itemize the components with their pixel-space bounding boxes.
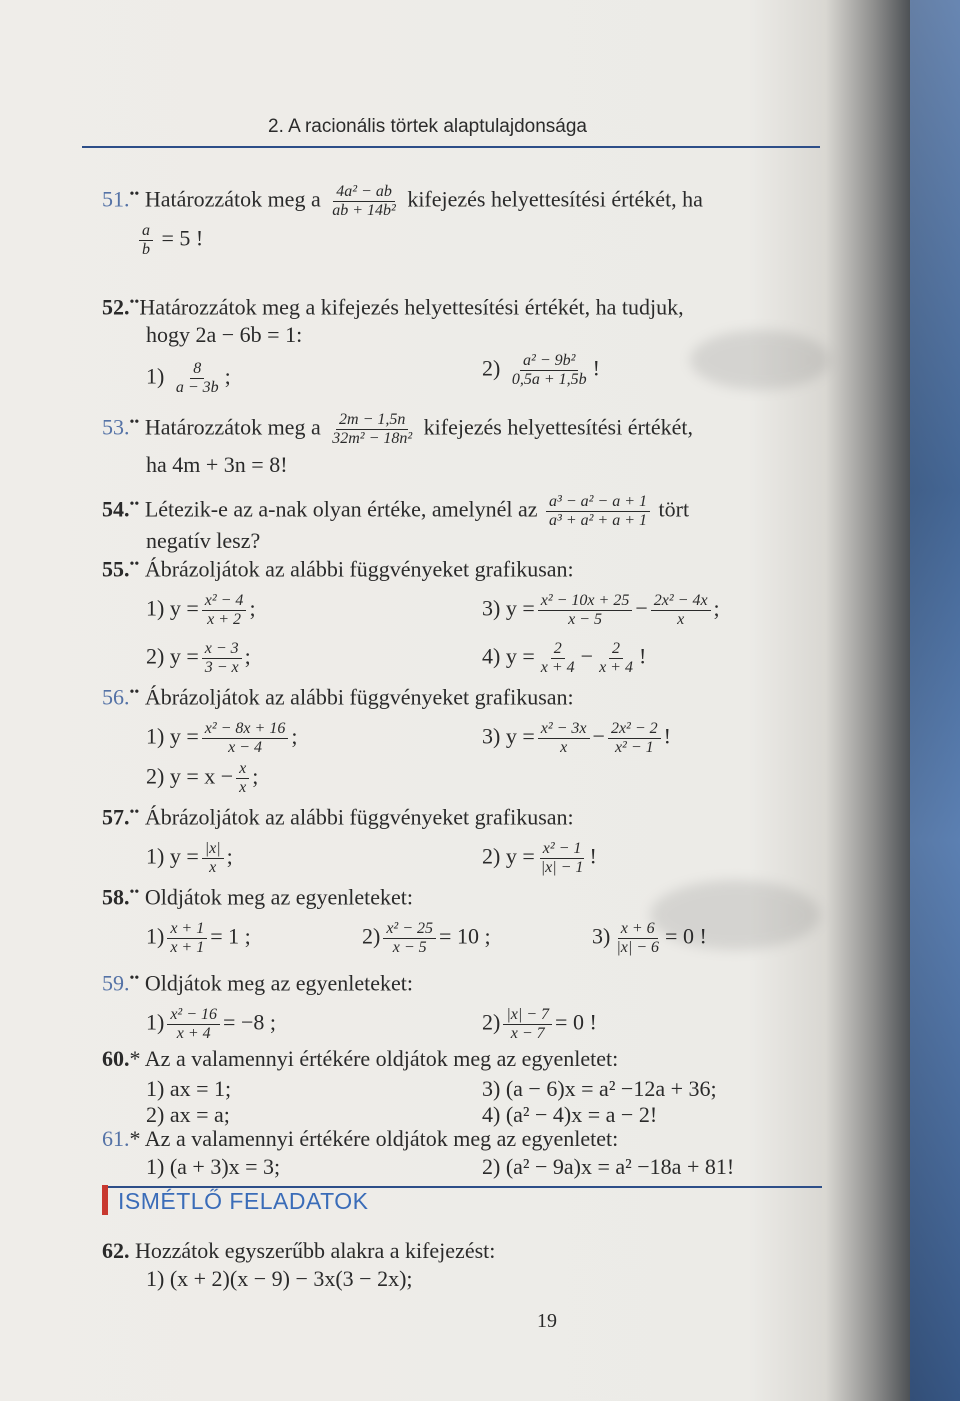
fraction: $\frac{x + 1}{x + 1}$ — [167, 920, 207, 957]
item-tail: ; — [224, 363, 231, 389]
exercise-59-item-2: 2) $\frac{|x| - 7}{x - 7}$ = 0 ! — [482, 1006, 597, 1042]
difficulty-mark: •• — [129, 557, 140, 572]
exercise-51-condition — [136, 222, 203, 259]
exercise-number: 53. — [102, 414, 130, 440]
exercise-56-item-1: 1) y = $\frac{\text{x² − 8x + 16}}{x - 4}$ ; — [146, 720, 298, 756]
fraction: $\frac{\text{x² − 4}}{x + 2}$ — [202, 592, 247, 629]
exercise-text: Határozzátok meg a — [144, 414, 321, 440]
exercise-text: Hozzátok egyszerűbb alakra a kifejezést: — [135, 1238, 496, 1263]
exercise-number: 55. — [102, 556, 130, 582]
difficulty-mark: •• — [129, 971, 140, 986]
exercise-55 — [102, 552, 574, 582]
difficulty-mark: •• — [129, 295, 140, 310]
exercise-58-item-3: 3) $\frac{x + 6}{|x| - 6}$ = 0 ! — [592, 920, 707, 956]
exercise-57 — [102, 800, 574, 830]
fraction: $\frac{8}{a - 3b}$ — [175, 360, 219, 396]
difficulty-mark: * — [129, 1126, 141, 1151]
fraction: $\frac{x + 6}{|x| - 6}$ — [616, 920, 660, 956]
exercise-text: Létezik-e az a-nak olyan értéke, amelynél az — [144, 496, 538, 522]
difficulty-mark: * — [129, 1046, 141, 1071]
exercise-58-item-2: 2) $\frac{\text{x² − 25}}{x - 5}$ = 10 ; — [362, 920, 491, 956]
difficulty-mark: •• — [129, 685, 140, 700]
fraction: $\frac{\text{x² − 3x}}{x}$ — [538, 720, 590, 757]
exercise-54-line2 — [146, 528, 260, 554]
exercise-61-item-1: 1) (a + 3)x = 3; — [146, 1154, 281, 1179]
exercise-59 — [102, 966, 413, 996]
exercise-text: Határozzátok meg a — [144, 186, 321, 212]
exercise-52-item-1 — [146, 360, 231, 397]
difficulty-mark: •• — [129, 497, 140, 512]
item-label: 2) — [482, 355, 501, 381]
section-marker — [102, 1185, 108, 1215]
item-tail: ! — [592, 355, 600, 381]
fraction: $\frac{|x| - 7}{x - 7}$ — [503, 1006, 552, 1043]
exercise-text: negatív lesz? — [146, 528, 261, 553]
exercise-53-line2 — [146, 452, 288, 478]
fraction: $\frac{x}{x}$ — [236, 760, 249, 797]
difficulty-mark: •• — [129, 415, 140, 430]
exercise-text: hogy 2a − 6b = 1: — [146, 322, 303, 347]
exercise-text: Ábrázoljátok az alábbi függvényeket grafikusan: — [144, 556, 574, 582]
exercise-number: 60. — [102, 1046, 130, 1071]
fraction: $\frac{\text{a³ − a² − a + 1}}{\text{a³ + a² + a + 1}}$ — [546, 493, 650, 530]
exercise-59-item-1: 1) $\frac{\text{x² − 16}}{x + 4}$ = −8 ; — [146, 1006, 276, 1042]
exercise-text: Oldjátok meg az egyenleteket: — [144, 884, 413, 910]
running-head: 2. A racionális törtek alaptulajdonsága — [268, 116, 587, 137]
fraction: $\frac{\text{x² − 10x + 25}}{x - 5}$ — [538, 592, 633, 629]
exercise-60-item-3: 3) (a − 6)x = a² −12a + 36; — [482, 1076, 717, 1101]
exercise-number: 62. — [102, 1238, 130, 1263]
fraction: $\frac{|x|}{x}$ — [202, 840, 224, 877]
exercise-number: 58. — [102, 884, 130, 910]
exercise-text: kifejezés helyettesítési értékét, — [423, 414, 694, 440]
exercise-61-item-2: 2) (a² − 9a)x = a² −18a + 81! — [482, 1154, 735, 1179]
fraction: $\frac{x - 3}{3 - x}$ — [202, 640, 242, 677]
exercise-text: Az a valamennyi értékére oldjátok meg az egyenletet: — [144, 1046, 619, 1071]
fraction: $\frac{\text{2x² − 4x}}{x}$ — [651, 592, 711, 629]
item-label: 1) — [146, 363, 165, 389]
exercise-text: kifejezés helyettesítési értékét, ha — [407, 186, 703, 212]
exercise-54 — [102, 492, 689, 530]
exercise-62 — [102, 1238, 495, 1264]
section-title: ISMÉTLŐ FELADATOK — [118, 1188, 369, 1214]
exercise-61 — [102, 1126, 618, 1152]
exercise-text: Az a valamennyi értékére oldjátok meg az egyenletet: — [144, 1126, 619, 1151]
exercise-number: 61. — [102, 1126, 130, 1151]
difficulty-mark: •• — [129, 805, 140, 820]
fraction: $\frac{\text{x² − 16}}{x + 4}$ — [167, 1006, 220, 1043]
fraction: $\frac{\text{4a² − ab}}{\text{ab + 14b²}}$ — [332, 182, 396, 219]
exercise-number: 59. — [102, 970, 130, 996]
exercise-57-item-1: 1) y = $\frac{|x|}{x}$ ; — [146, 840, 233, 876]
exercise-number: 52. — [102, 294, 130, 320]
exercise-52-item-2 — [482, 352, 600, 389]
exercise-56 — [102, 680, 574, 710]
difficulty-mark: •• — [129, 885, 140, 900]
fraction: $\frac{\text{2x² − 2}}{\text{x² − 1}}$ — [608, 720, 661, 757]
fraction: $\frac{\text{a² − 9b²}}{0,5a + 1,5b}$ — [511, 352, 587, 388]
fraction: $\frac{\text{x² − 25}}{x - 5}$ — [383, 920, 436, 957]
difficulty-mark: •• — [129, 187, 140, 202]
exercise-58 — [102, 880, 413, 910]
exercise-text: ha 4m + 3n = 8! — [146, 452, 288, 477]
exercise-60-item-4: 4) (a² − 4)x = a − 2! — [482, 1102, 658, 1127]
book-spine-edge — [910, 0, 960, 1401]
exercise-55-item-1: 1) y = $\frac{\text{x² − 4}}{x + 2}$ ; — [146, 592, 256, 628]
exercise-52 — [102, 290, 684, 320]
fraction: $\frac{2}{x + 4}$ — [599, 640, 633, 676]
exercise-60 — [102, 1046, 618, 1072]
exercise-number: 51. — [102, 186, 130, 212]
exercise-number: 56. — [102, 684, 130, 710]
exercise-55-item-4: 4) y = $\frac{2}{x + 4}$ − $\frac{2}{x + 4}$ ! — [482, 640, 647, 676]
exercise-56-item-3: 3) y = $\frac{\text{x² − 3x}}{x}$ − $\frac{\text{2x² − 2}}{\text{x² − 1}}$ ! — [482, 720, 671, 756]
header-rule — [82, 146, 820, 148]
condition-tail: = 5 ! — [161, 225, 204, 251]
exercise-62-item-1: 1) (x + 2)(x − 9) − 3x(3 − 2x); — [146, 1266, 413, 1291]
exercise-text: Oldjátok meg az egyenleteket: — [144, 970, 413, 996]
textbook-page — [82, 0, 822, 1401]
exercise-55-item-3: 3) y = $\frac{\text{x² − 10x + 25}}{x - 5}$ − $\frac{\text{2x² − 4x}}{x}$ ; — [482, 592, 720, 628]
exercise-number: 54. — [102, 496, 130, 522]
fraction: $\frac{a}{b}$ — [139, 222, 153, 259]
exercise-53 — [102, 410, 693, 448]
fraction: $\frac{\text{x² − 8x + 16}}{x - 4}$ — [202, 720, 289, 757]
exercise-number: 57. — [102, 804, 130, 830]
exercise-51 — [102, 182, 703, 220]
fraction: $\frac{2}{x + 4}$ — [540, 640, 575, 676]
exercise-55-item-2: 2) y = $\frac{x - 3}{3 - x}$ ; — [146, 640, 251, 676]
page-number: 19 — [537, 1310, 557, 1332]
exercise-57-item-2: 2) y = $\frac{\text{x² − 1}}{|x| - 1}$ ! — [482, 840, 597, 876]
exercise-text: Ábrázoljátok az alábbi függvényeket grafikusan: — [144, 804, 574, 830]
exercise-58-item-1: 1) $\frac{x + 1}{x + 1}$ = 1 ; — [146, 920, 251, 956]
exercise-text: Ábrázoljátok az alábbi függvényeket grafikusan: — [144, 684, 574, 710]
fraction: $\frac{2m - 1,5n}{\text{32m² − 18n²}}$ — [332, 410, 413, 447]
exercise-text: Határozzátok meg a kifejezés helyettesítési értékét, ha tudjuk, — [139, 294, 684, 320]
exercise-60-item-2: 2) ax = a; — [146, 1102, 230, 1127]
exercise-56-item-2: 2) y = x − $\frac{x}{x}$ ; — [146, 760, 259, 796]
exercise-text: tört — [658, 496, 690, 522]
exercise-52-line2 — [146, 322, 302, 348]
fraction: $\frac{\text{x² − 1}}{|x| - 1}$ — [540, 840, 584, 876]
exercise-60-item-1: 1) ax = 1; — [146, 1076, 232, 1101]
